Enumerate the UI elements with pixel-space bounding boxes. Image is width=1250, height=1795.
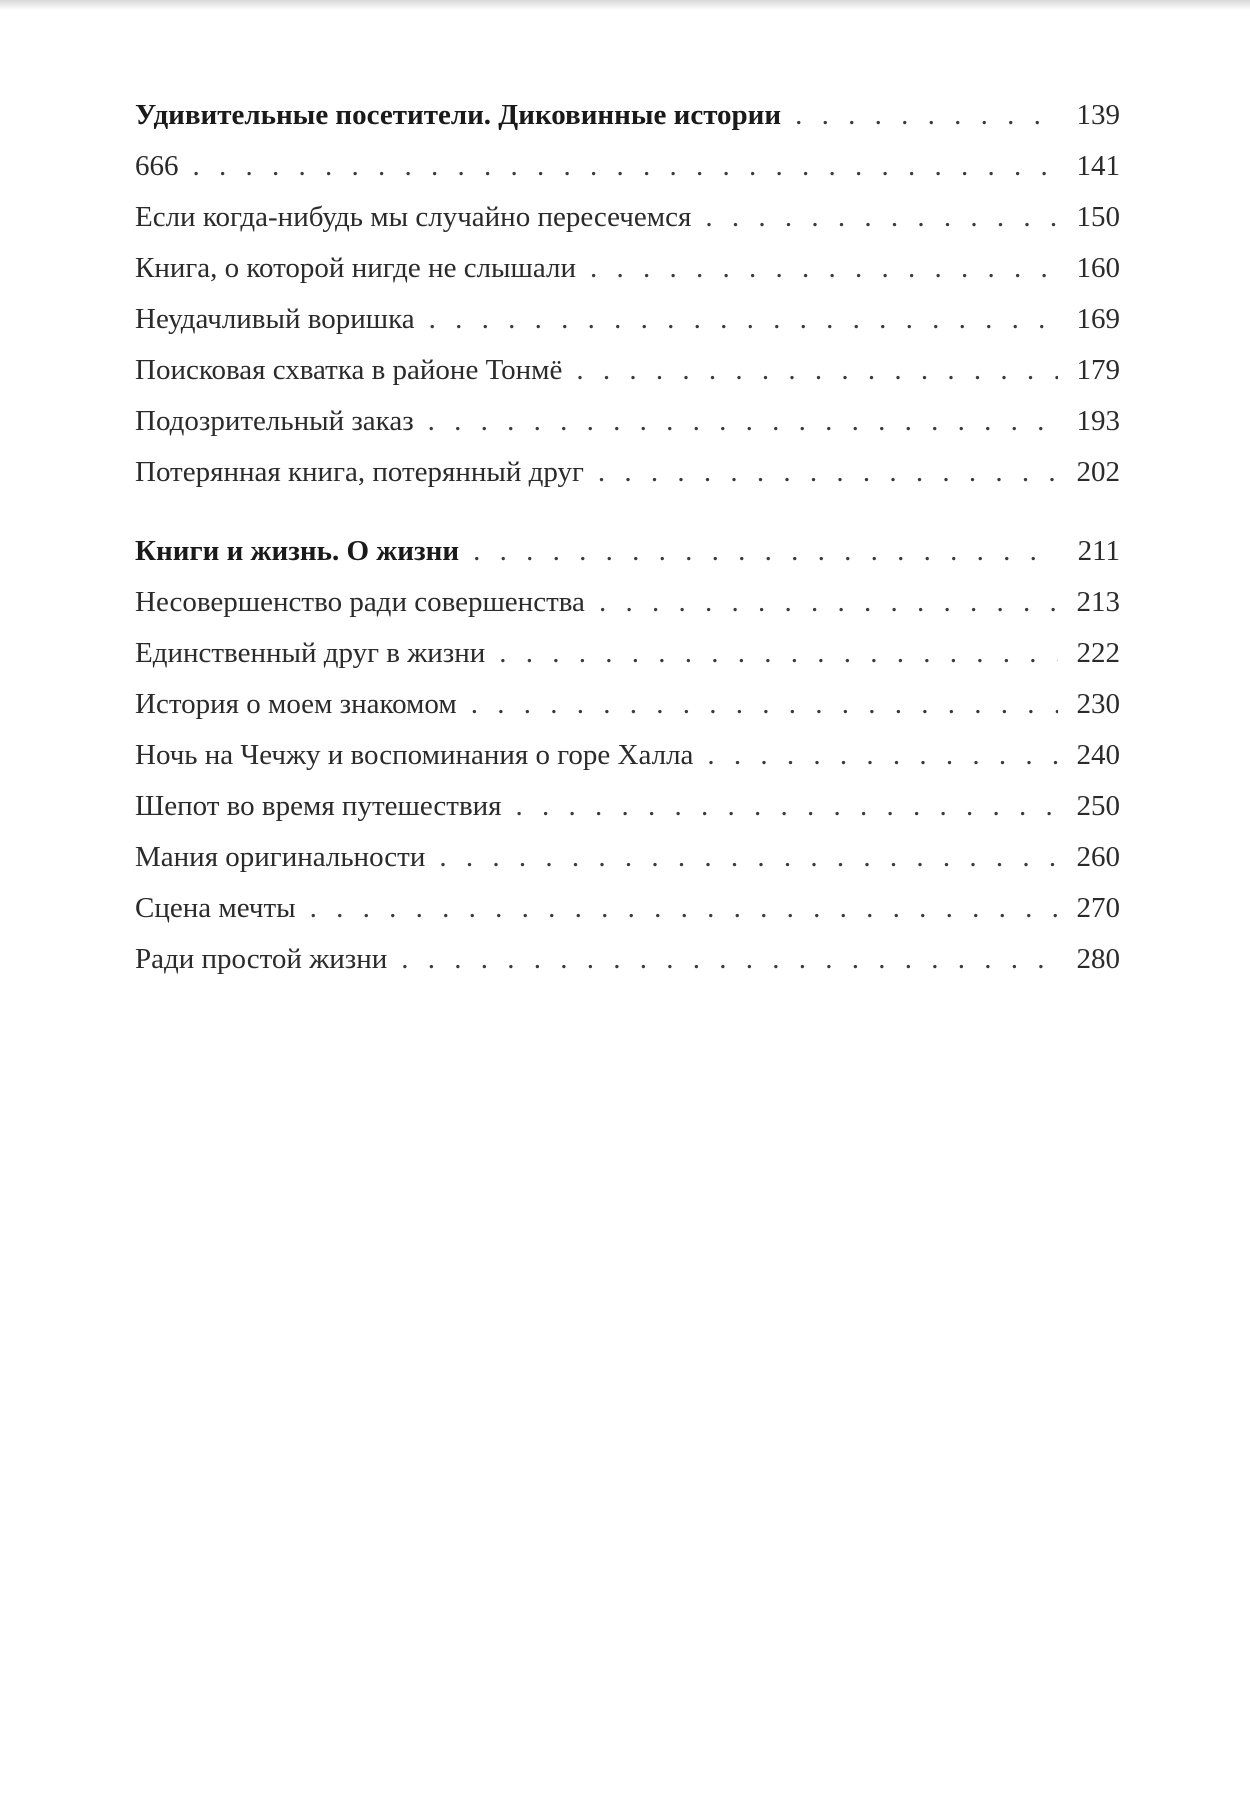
toc-page-number: 193 [1076, 405, 1120, 437]
dot-leader [795, 90, 1058, 141]
toc-section-heading [135, 90, 1120, 141]
toc-entry-title: Поисковая схватка в районе Тонмё [135, 354, 563, 386]
toc-entry-title: Книга, о которой нигде не слышали [135, 252, 576, 284]
dot-leader [471, 679, 1058, 730]
dot-leader [707, 730, 1058, 781]
dot-leader [590, 243, 1058, 294]
toc-entry [135, 243, 1120, 294]
table-of-contents [135, 90, 1120, 985]
toc-page-number: 150 [1076, 201, 1120, 233]
toc-entry-title: Сцена мечты [135, 892, 296, 924]
toc-entry [135, 447, 1120, 498]
toc-entry-title: История о моем знакомом [135, 688, 457, 720]
toc-entry-title: Неудачливый воришка [135, 303, 415, 335]
toc-entry-title: Если когда-нибудь мы случайно пересечемся [135, 201, 692, 233]
dot-leader [599, 577, 1058, 628]
toc-entry-title: Мания оригинальности [135, 841, 426, 873]
toc-entry [135, 577, 1120, 628]
toc-page-number: 211 [1077, 535, 1120, 567]
dot-leader [473, 526, 1058, 577]
toc-entry-title: Несовершенство ради совершенства [135, 586, 585, 618]
toc-entry-title: Ради простой жизни [135, 943, 388, 975]
dot-leader [705, 192, 1058, 243]
toc-entry [135, 883, 1120, 934]
toc-entry-title: Потерянная книга, потерянный друг [135, 456, 584, 488]
toc-page-number: 240 [1076, 739, 1120, 771]
toc-entry [135, 628, 1120, 679]
toc-page-number: 141 [1076, 150, 1120, 182]
toc-page-number: 222 [1076, 637, 1120, 669]
toc-page-number: 280 [1076, 943, 1120, 975]
toc-page-number: 179 [1076, 354, 1120, 386]
toc-page-number: 260 [1076, 841, 1120, 873]
toc-entry [135, 141, 1120, 192]
toc-page-number: 270 [1076, 892, 1120, 924]
toc-page-number: 230 [1076, 688, 1120, 720]
dot-leader [310, 883, 1058, 934]
toc-entry [135, 192, 1120, 243]
dot-leader [193, 141, 1059, 192]
toc-page-number: 250 [1076, 790, 1120, 822]
toc-entry-title: Единственный друг в жизни [135, 637, 486, 669]
toc-heading-title: Книги и жизнь. О жизни [135, 535, 460, 567]
toc-page-number: 202 [1076, 456, 1120, 488]
dot-leader [439, 832, 1058, 883]
toc-page-number: 139 [1076, 99, 1120, 131]
toc-entry [135, 781, 1120, 832]
toc-entry-title: 666 [135, 150, 179, 182]
dot-leader [401, 934, 1058, 985]
toc-entry [135, 396, 1120, 447]
dot-leader [516, 781, 1058, 832]
toc-entry [135, 345, 1120, 396]
toc-page-number: 160 [1076, 252, 1120, 284]
page-top-edge [0, 0, 1250, 10]
toc-page-number: 169 [1076, 303, 1120, 335]
toc-section-heading [135, 526, 1120, 577]
toc-heading-title: Удивительные посетители. Диковинные истории [135, 99, 782, 131]
toc-entry-title: Шепот во время путешествия [135, 790, 502, 822]
toc-entry [135, 832, 1120, 883]
dot-leader [576, 345, 1058, 396]
toc-entry-title: Подозрительный заказ [135, 405, 414, 437]
dot-leader [499, 628, 1058, 679]
dot-leader [428, 396, 1058, 447]
toc-entry [135, 730, 1120, 781]
toc-page-number: 213 [1076, 586, 1120, 618]
toc-entry [135, 294, 1120, 345]
toc-entry-title: Ночь на Чечжу и воспоминания о горе Халла [135, 739, 694, 771]
dot-leader [429, 294, 1058, 345]
dot-leader [598, 447, 1058, 498]
toc-section [135, 90, 1120, 498]
toc-section [135, 526, 1120, 985]
toc-entry [135, 934, 1120, 985]
toc-entry [135, 679, 1120, 730]
